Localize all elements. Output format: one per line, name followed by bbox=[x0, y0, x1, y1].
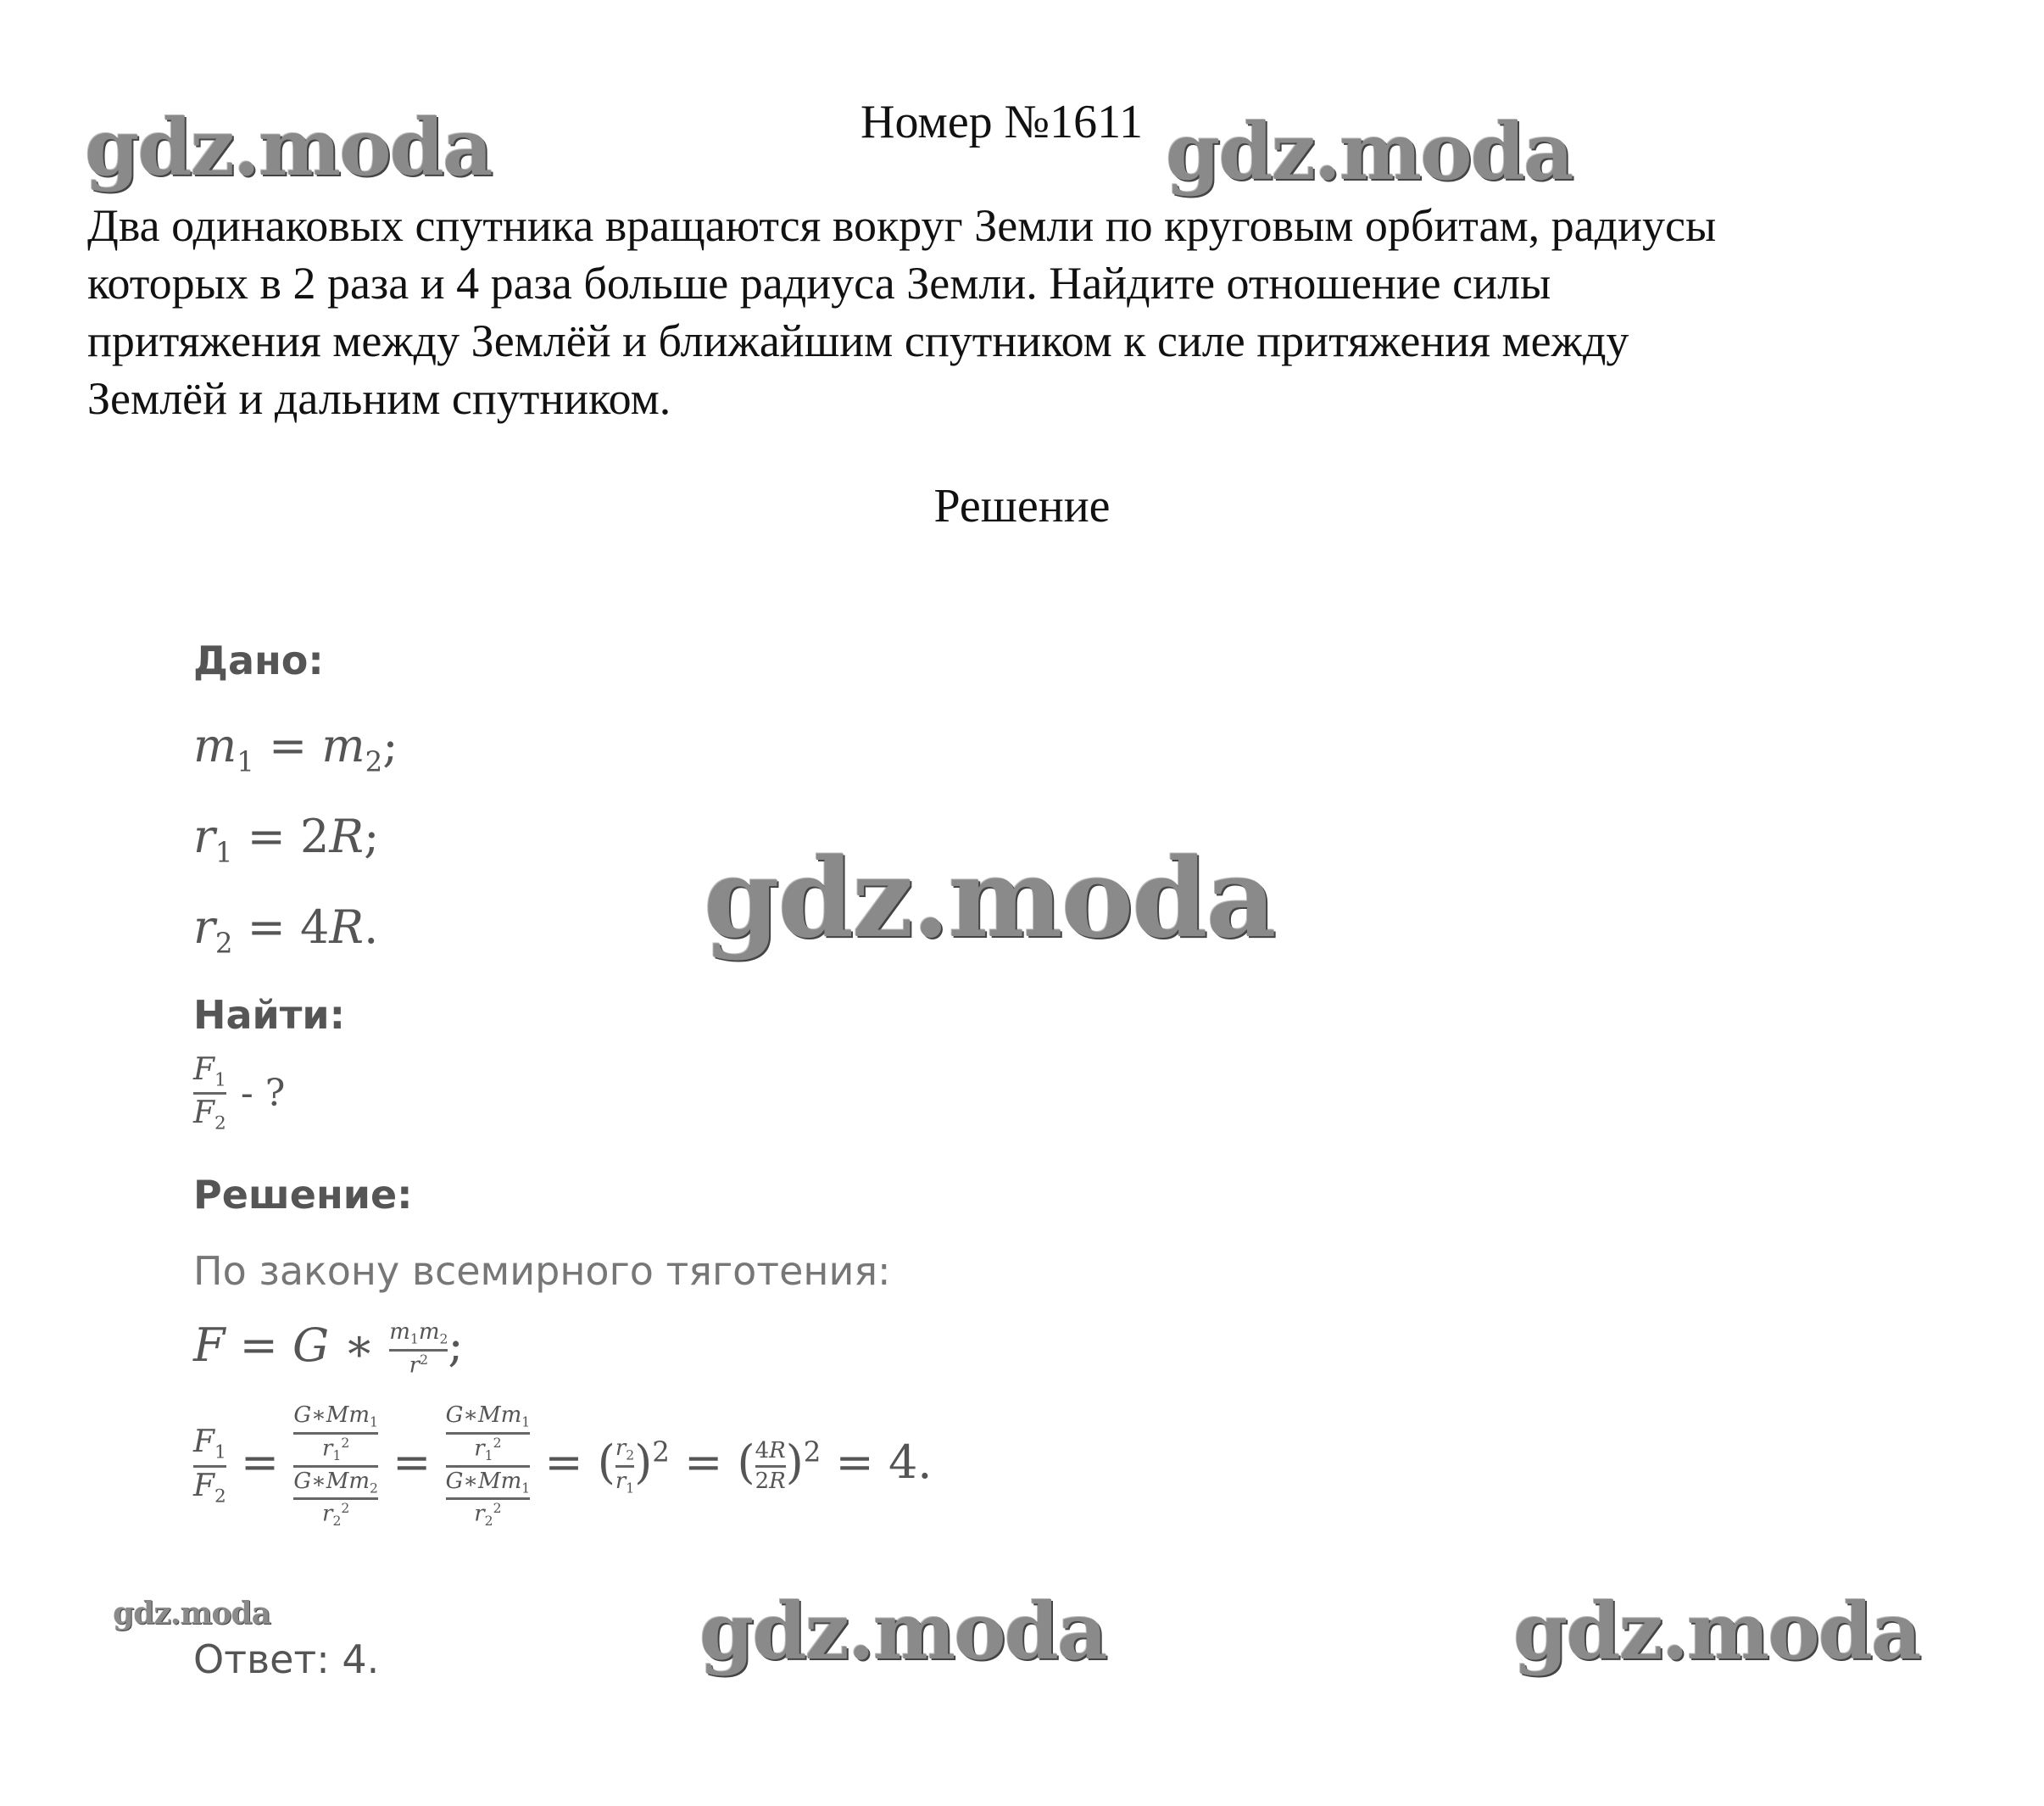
problem-statement bbox=[87, 197, 2003, 427]
watermark-top-left: gdz.moda bbox=[85, 102, 492, 193]
problem-line: притяжения между Землёй и ближайшим спутником к силе притяжения между bbox=[87, 315, 1629, 366]
watermark-bottom-center: gdz.moda bbox=[699, 1586, 1106, 1677]
watermark-bottom-small: gdz.moda bbox=[113, 1596, 270, 1631]
law-text: По закону всемирного тяготения: bbox=[193, 1248, 891, 1294]
problem-line: которых в 2 раза и 4 раза больше радиуса Земли. Найдите отношение силы bbox=[87, 258, 1551, 309]
given-radius-2: $r_2 = 4R$. bbox=[193, 900, 379, 960]
page-title: Номер №1611 bbox=[860, 96, 1144, 148]
find-expression: $\frac{F_1}{F_2}$ - ? bbox=[193, 1052, 286, 1134]
solution-label: Решение: bbox=[193, 1172, 413, 1218]
given-radius-1: $r_1 = 2R$; bbox=[193, 810, 380, 869]
answer: Ответ: 4. bbox=[193, 1636, 380, 1682]
problem-line: Землёй и дальним спутником. bbox=[87, 373, 671, 424]
watermark-center: gdz.moda bbox=[704, 835, 1275, 962]
formula-ratio: $\frac{F_1}{F_2}$ = $\frac{\frac{G∗Mm_1}{r_1^2}}{\frac{G∗Mm_2}{r_2^2}}$ = $\frac{\frac{G∗Mm_1}{r_1^2}}{\frac{G∗Mm_1}{r_2^2}}$ = ( $\frac{r_2}{r_1}$ )$^2$ = ( $\frac{4R}{2R}$ )$^2$ = 4. bbox=[193, 1402, 933, 1529]
given-mass: $m_1 = m_2$; bbox=[193, 719, 398, 778]
given-label: Дано: bbox=[193, 638, 324, 683]
formula-force: F = G ∗ $\frac{m_1m_2}{r^2}$ ; bbox=[193, 1318, 464, 1379]
solution-heading: Решение bbox=[933, 480, 1111, 532]
watermark-bottom-right: gdz.moda bbox=[1513, 1586, 1920, 1677]
find-label: Найти: bbox=[193, 992, 346, 1038]
watermark-top-right: gdz.moda bbox=[1166, 106, 1573, 198]
problem-line: Два одинаковых спутника вращаются вокруг Земли по круговым орбитам, радиусы bbox=[87, 200, 1717, 251]
